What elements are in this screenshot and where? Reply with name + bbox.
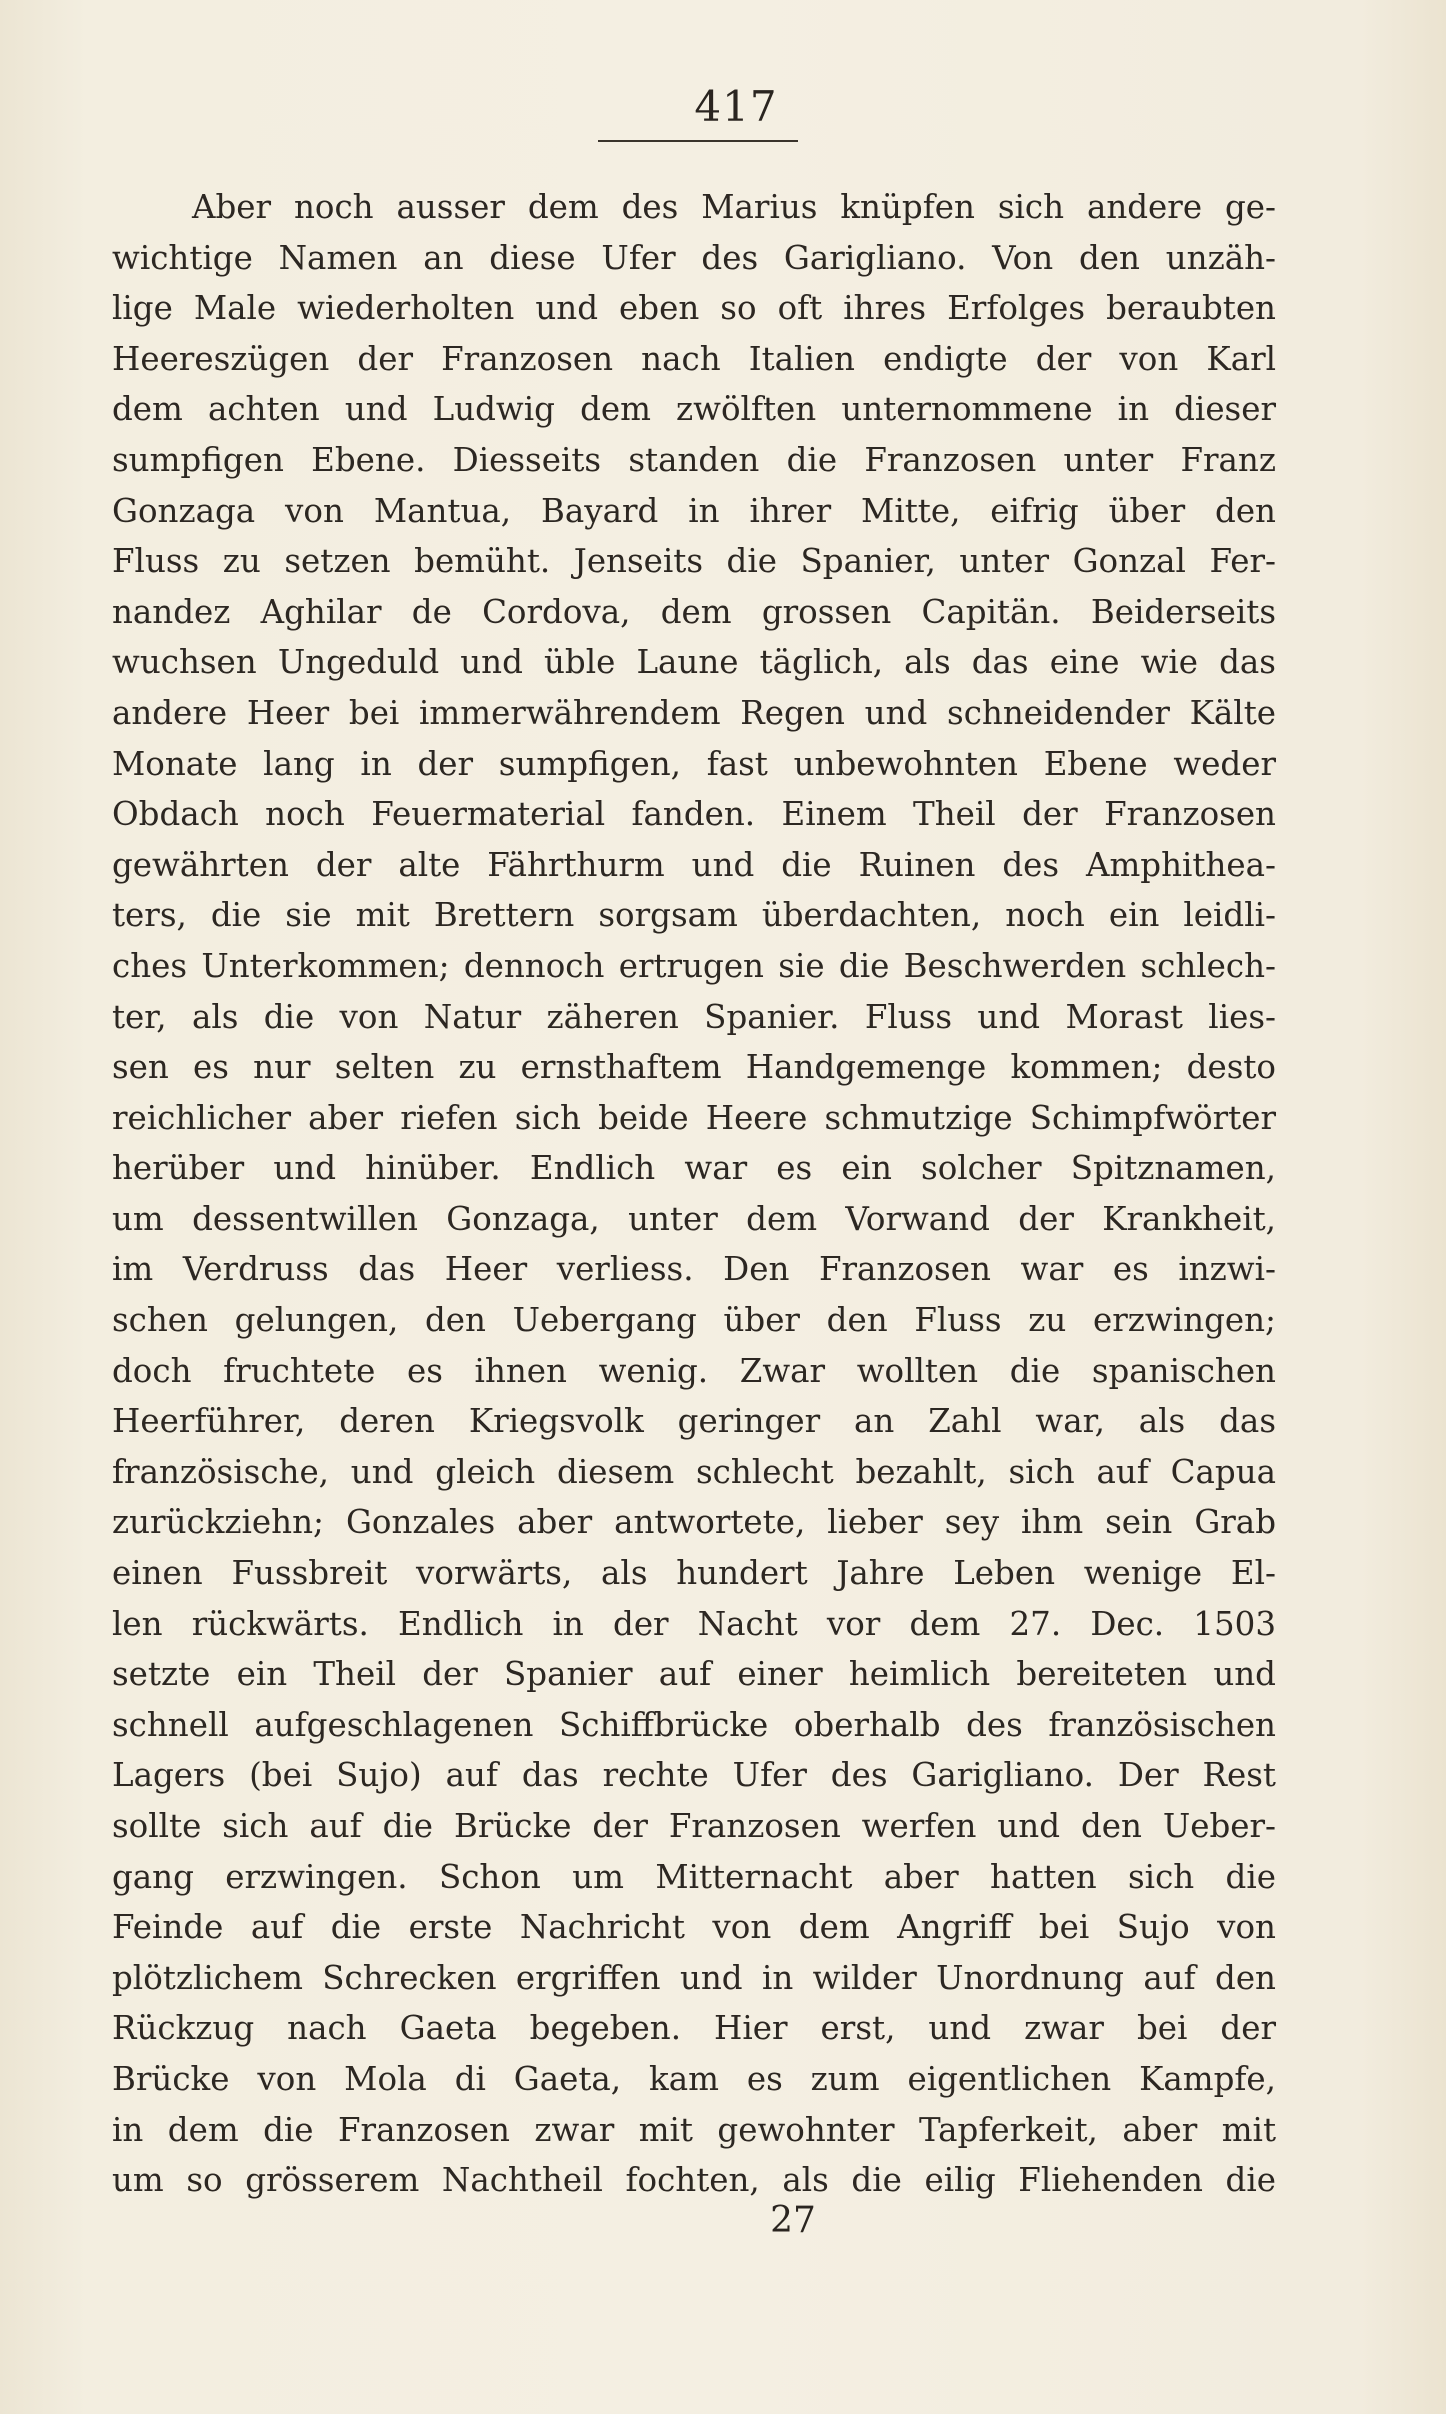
text-line: ters, die sie mit Brettern sorgsam überdachten, noch ein leidli- — [112, 896, 1276, 935]
text-line: schnell aufgeschlagenen Schiffbrücke oberhalb des französischen — [112, 1705, 1276, 1744]
text-line: len rückwärts. Endlich in der Nacht vor dem 27. Dec. 1503 — [112, 1604, 1276, 1643]
text-line: sen es nur selten zu ernsthaftem Handgemenge kommen; desto — [112, 1048, 1276, 1087]
text-line: wuchsen Ungeduld und üble Laune täglich, als das eine wie das — [112, 643, 1276, 682]
text-line: Obdach noch Feuermaterial fanden. Einem Theil der Franzosen — [112, 795, 1276, 834]
text-line: Feinde auf die erste Nachricht von dem Angriff bei Sujo von — [112, 1908, 1276, 1947]
text-line: doch fruchtete es ihnen wenig. Zwar wollten die spanischen — [112, 1351, 1276, 1390]
text-line: sollte sich auf die Brücke der Franzosen werfen und den Ueber- — [112, 1807, 1276, 1845]
text-line: ter, als die von Natur zäheren Spanier. Fluss und Morast lies- — [112, 997, 1276, 1036]
page-number: 417 — [694, 82, 778, 131]
signature-mark: 27 — [770, 2200, 816, 2241]
text-line: einen Fussbreit vorwärts, als hundert Jahre Leben wenige El- — [112, 1554, 1276, 1593]
text-line: französische, und gleich diesem schlecht bezahlt, sich auf Capua — [112, 1452, 1276, 1491]
text-line: dem achten und Ludwig dem zwölften unternommene in dieser — [112, 390, 1276, 429]
text-line: zurückziehn; Gonzales aber antwortete, lieber sey ihm sein Grab — [112, 1503, 1276, 1542]
text-line: plötzlichem Schrecken ergriffen und in wilder Unordnung auf den — [112, 1958, 1276, 1997]
text-line: um so grösserem Nachtheil fochten, als die eilig Fliehenden die — [112, 2161, 1276, 2200]
text-line: Aber noch ausser dem des Marius knüpfen sich andere ge- — [192, 188, 1276, 226]
text-line: gewährten der alte Fährthurm und die Ruinen des Amphithea- — [112, 845, 1276, 884]
text-line: um dessentwillen Gonzaga, unter dem Vorwand der Krankheit, — [112, 1199, 1276, 1238]
text-line: nandez Aghilar de Cordova, dem grossen Capitän. Beiderseits — [112, 592, 1276, 631]
text-line: Lagers (bei Sujo) auf das rechte Ufer des Garigliano. Der Rest — [112, 1756, 1276, 1795]
text-line: lige Male wiederholten und eben so oft ihres Erfolges beraubten — [112, 289, 1276, 328]
text-line: setzte ein Theil der Spanier auf einer heimlich bereiteten und — [112, 1655, 1276, 1694]
body-text — [112, 182, 1276, 2206]
text-line: Heerführer, deren Kriegsvolk geringer an Zahl war, als das — [112, 1402, 1276, 1441]
text-line: Rückzug nach Gaeta begeben. Hier erst, und zwar bei der — [112, 2009, 1276, 2048]
text-line: in dem die Franzosen zwar mit gewohnter Tapferkeit, aber mit — [112, 2110, 1276, 2149]
text-line: ches Unterkommen; dennoch ertrugen sie die Beschwerden schlech- — [112, 946, 1276, 985]
text-line: Monate lang in der sumpfigen, fast unbewohnten Ebene weder — [112, 744, 1276, 783]
text-line: im Verdruss das Heer verliess. Den Franzosen war es inzwi- — [112, 1250, 1276, 1289]
text-line: andere Heer bei immerwährendem Regen und schneidender Kälte — [112, 693, 1276, 732]
header-rule — [598, 140, 798, 142]
text-line: schen gelungen, den Uebergang über den Fluss zu erzwingen; — [112, 1301, 1276, 1340]
text-line: herüber und hinüber. Endlich war es ein solcher Spitznamen, — [112, 1149, 1276, 1188]
text-line: reichlicher aber riefen sich beide Heere schmutzige Schimpfwörter — [112, 1098, 1276, 1137]
text-line: Fluss zu setzen bemüht. Jenseits die Spanier, unter Gonzal Fer- — [112, 542, 1276, 581]
text-line: sumpfigen Ebene. Diesseits standen die Franzosen unter Franz — [112, 440, 1276, 479]
text-line: Heereszügen der Franzosen nach Italien endigte der von Karl — [112, 339, 1276, 378]
text-line: Brücke von Mola di Gaeta, kam es zum eigentlichen Kampfe, — [112, 2059, 1276, 2098]
text-line: Gonzaga von Mantua, Bayard in ihrer Mitte, eifrig über den — [112, 491, 1276, 530]
text-line: wichtige Namen an diese Ufer des Garigliano. Von den unzäh- — [112, 238, 1276, 277]
text-line: gang erzwingen. Schon um Mitternacht aber hatten sich die — [112, 1857, 1276, 1896]
